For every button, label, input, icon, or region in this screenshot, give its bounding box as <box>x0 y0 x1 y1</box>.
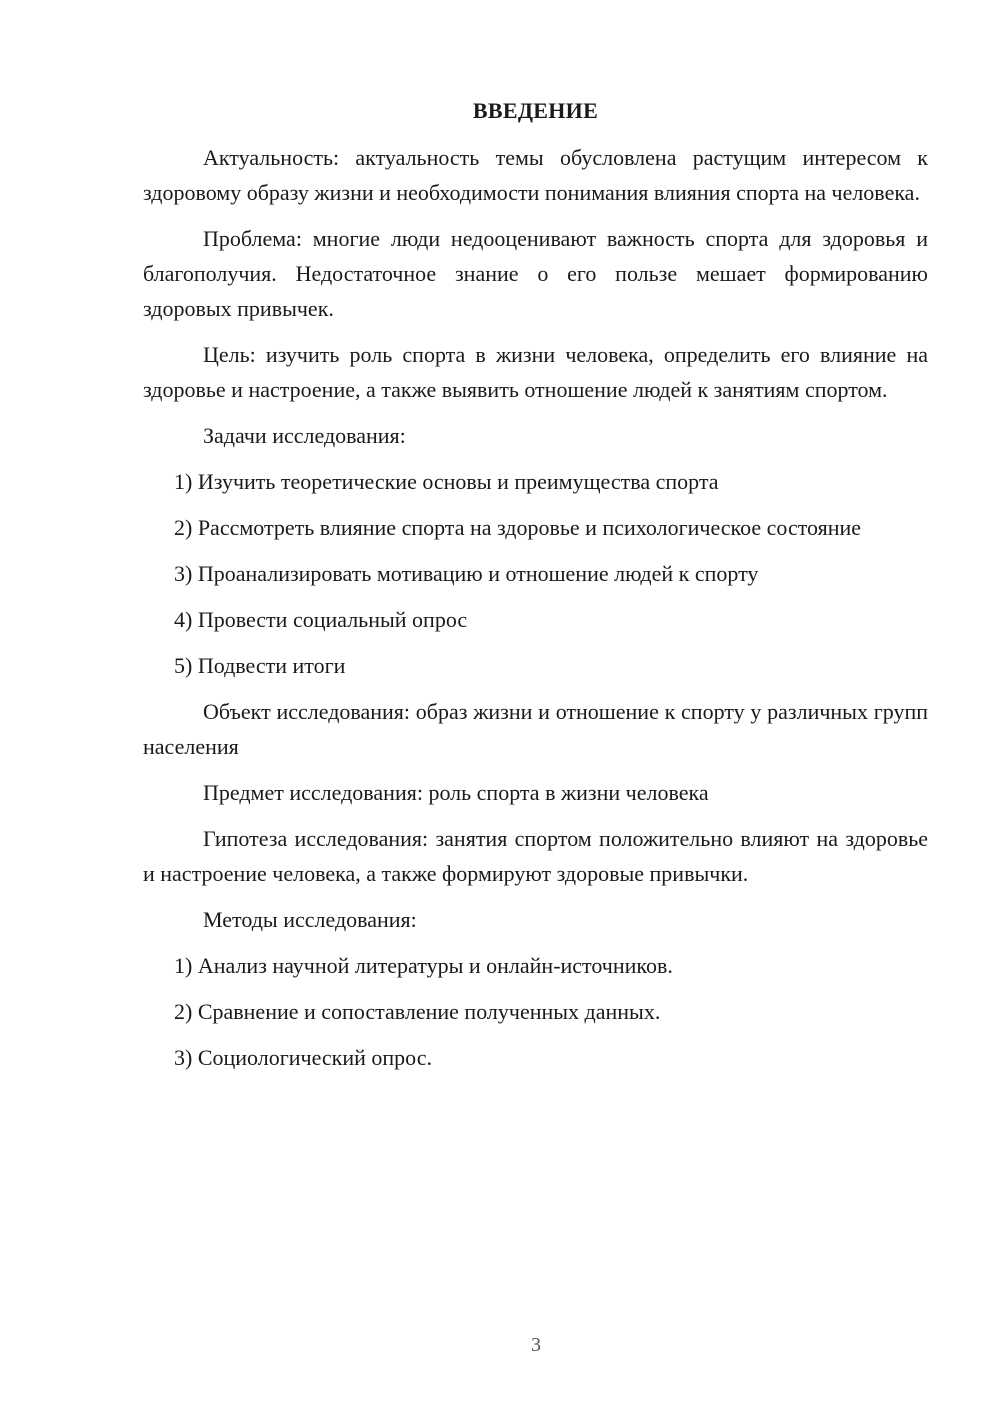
goal-paragraph: Цель: изучить роль спорта в жизни человека, определить его влияние на здоровье и настроение, а также выявить отношение людей к занятиям спортом. <box>143 342 928 402</box>
method-item-2: 2) Сравнение и сопоставление полученных данных. <box>174 999 661 1024</box>
task-item-3: 3) Проанализировать мотивацию и отношение людей к спорту <box>174 561 759 586</box>
method-item-3: 3) Социологический опрос. <box>174 1045 432 1070</box>
task-item-4: 4) Провести социальный опрос <box>174 607 468 632</box>
method-item-1: 1) Анализ научной литературы и онлайн-источников. <box>174 953 673 978</box>
hypothesis-paragraph: Гипотеза исследования: занятия спортом положительно влияют на здоровье и настроение человека, а также формируют здоровые привычки. <box>143 826 928 886</box>
document-page <box>143 96 928 1086</box>
subject-paragraph: Предмет исследования: роль спорта в жизни человека <box>203 780 709 805</box>
tasks-heading: Задачи исследования: <box>203 423 406 448</box>
problem-paragraph: Проблема: многие люди недооценивают важность спорта для здоровья и благополучия. Недостаточное знание о его пользе мешает формированию здоровых привычек. <box>143 226 928 321</box>
task-item-5: 5) Подвести итоги <box>174 653 346 678</box>
relevance-paragraph: Актуальность: актуальность темы обусловлена растущим интересом к здоровому образу жизни и необходимости понимания влияния спорта на человека. <box>143 145 928 205</box>
task-item-1: 1) Изучить теоретические основы и преимущества спорта <box>174 469 719 494</box>
methods-heading: Методы исследования: <box>203 907 417 932</box>
object-paragraph: Объект исследования: образ жизни и отношение к спорту у различных групп населения <box>143 699 928 759</box>
task-item-2: 2) Рассмотреть влияние спорта на здоровье и психологическое состояние <box>174 515 862 540</box>
page-number: 3 <box>531 1334 541 1356</box>
document-title: ВВЕДЕНИЕ <box>472 98 599 123</box>
